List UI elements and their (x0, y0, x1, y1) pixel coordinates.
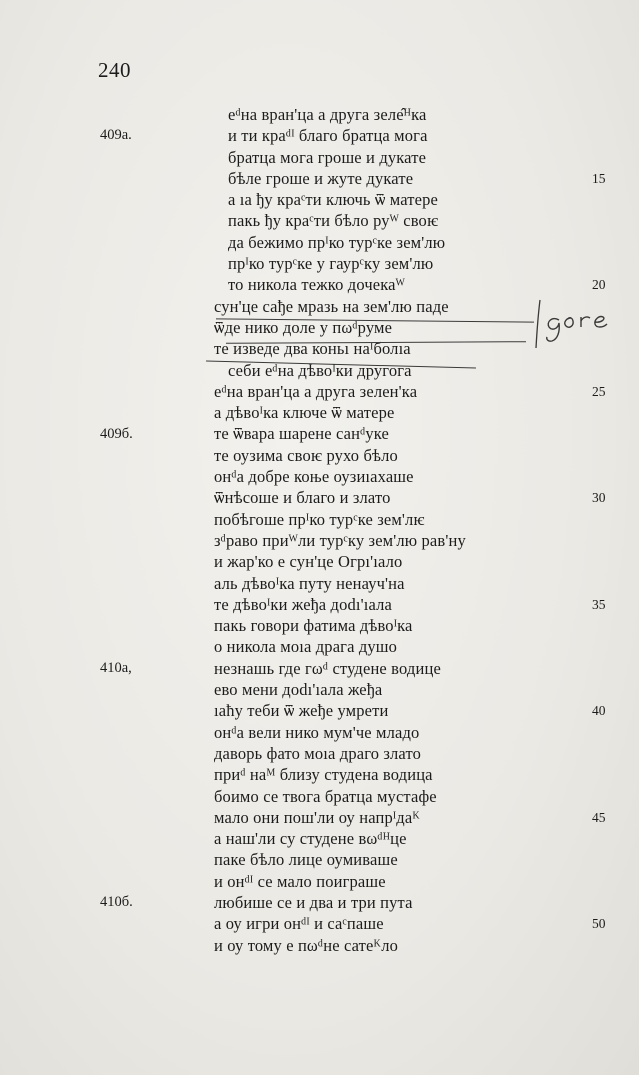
poem-line: ѿнѣсоше и благо и злато (214, 488, 391, 508)
poem-line: о никола моıа драга душо (214, 637, 398, 657)
line-number: 25 (592, 383, 606, 399)
poem-line: ево мени доdı'ıала жеђа (214, 680, 383, 700)
poem-line: пакь говори фатима дѣвоᴵка (214, 616, 413, 636)
poem-line: мало они пош'ли оу напрᴵдаᴷ (214, 807, 421, 827)
poem-line: те оузима своѥ рухо бѣло (214, 445, 398, 465)
poem-line: онᵈа вели нико мум'че младо (214, 722, 420, 742)
bleed-through-shadow (568, 225, 628, 925)
poem-line: а наш'ли су студене вωᵈᴴце (214, 829, 407, 849)
poem-line: ıаћу теби ѿ жеђе умрети (214, 701, 389, 721)
poem-line: зᵈраво приᵂли турᶜку зем'лю рав'ну (214, 530, 466, 550)
poem-line: еᵈна вран'ца а друга зеле̂ᴴка (228, 105, 427, 124)
poem-line: еᵈна вран'ца а друга зелен'ка (214, 381, 418, 401)
poem-line: а дѣвоᴵка ключе ѿ матере (214, 403, 395, 423)
poem-line: то никола тежко дочекаᵂ (228, 275, 405, 295)
poem-line: и жар'ко е сун'це Огрı'ıало (214, 552, 403, 572)
line-number: 50 (592, 916, 606, 932)
poem-verses (214, 104, 558, 956)
line-number: 20 (592, 277, 606, 293)
poem-line: даворь фато моıа драго злато (214, 743, 422, 763)
line-number: 40 (592, 703, 606, 719)
poem-line: братца мога гроше и дукате (228, 147, 427, 167)
poem-line: прᴵко турᶜке у гаурᶜку зем'лю (228, 254, 434, 274)
poem-line: и оу тому е пωᵈне сатеᴷло (214, 935, 398, 955)
poem-line: себи еᵈна дѣвоᴵки другога (228, 360, 412, 380)
poem-line: те ѿвара шарене санᵈуке (214, 424, 390, 444)
poem-line: да бежимо прᴵко турᶜке зем'лю (228, 232, 446, 252)
line-number: 35 (592, 596, 606, 612)
poem-line: пакь ђу краᶜти бѣло руᵂ своѥ (228, 211, 439, 231)
poem-line: любише се и два и три пута (214, 892, 413, 912)
manuscript-siglum: 410б. (100, 894, 133, 911)
page-number: 240 (98, 58, 131, 82)
line-number: 15 (592, 170, 606, 186)
poem-line: приᵈ наᴹ близу студена водица (214, 765, 433, 785)
manuscript-siglum: 409б. (100, 425, 133, 442)
poem-line: те дѣвоᴵки жеђа доdı'ıала (214, 594, 392, 614)
poem-line: те изведе два коньı наᴵболıа (214, 339, 411, 359)
poem-line: паке бѣло лице оумиваше (214, 850, 398, 870)
manuscript-siglum: 409а. (100, 127, 132, 144)
poem-line: боимо се твога братца мустафе (214, 786, 437, 806)
poem-line: а оу игри онᵈᴵ и саᶜпаше (214, 914, 384, 934)
poem-line: бѣле гроше и жуте дукате (228, 168, 414, 188)
line-number: 45 (592, 809, 606, 825)
poem-line: незнашь где гωᵈ студене водице (214, 658, 441, 678)
poem-line: сун'це сађе мразь на зем'лю паде (214, 296, 449, 316)
line-number: 30 (592, 490, 606, 506)
poem-line: аль дѣвоᴵка путу ненауч'на (214, 573, 405, 593)
poem-line: ѿде нико доле у пωᵈруме (214, 317, 393, 337)
poem-line: а ıа ђу краᶜти ключь ѿ матере (228, 190, 438, 210)
poem-line: побѣгоше прᴵко турᶜке зем'лѥ (214, 509, 425, 529)
poem-line: онᵈа добре коње оузиıахаше (214, 467, 414, 487)
poem-line: и ти краᵈᴵ благо братца мога (228, 126, 428, 146)
poem-line: и онᵈᴵ се мало поиграше (214, 871, 386, 891)
manuscript-siglum: 410а, (100, 659, 132, 676)
